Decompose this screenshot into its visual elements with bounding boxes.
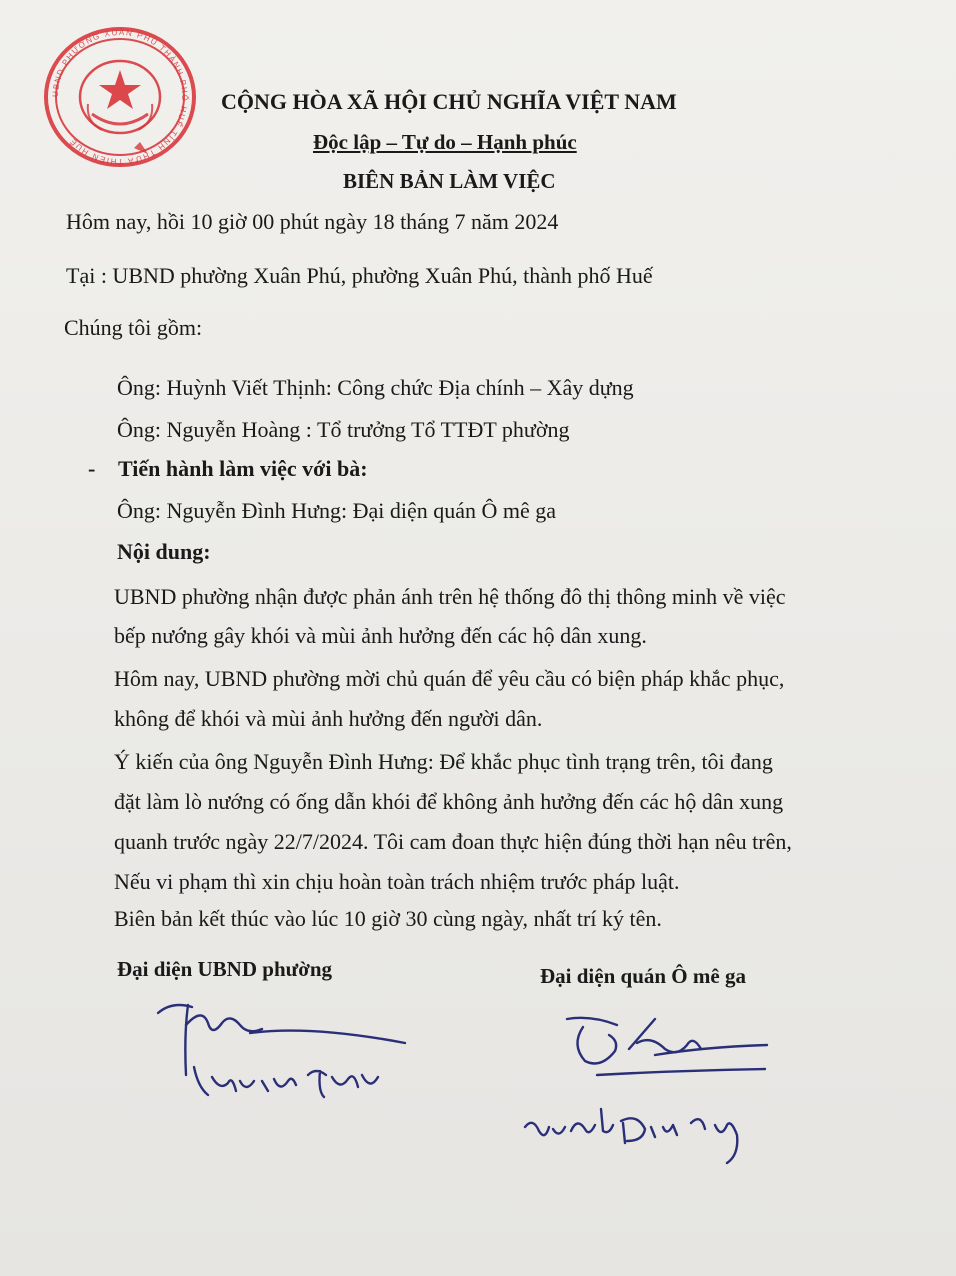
content-line: đặt làm lò nướng có ống dẫn khói để không ảnh hưởng đến các hộ dân xung [114, 789, 784, 814]
meeting-time: Hôm nay, hồi 10 giờ 00 phút ngày 18 tháng 7 năm 2024 [66, 209, 559, 234]
national-motto: Độc lập – Tự do – Hạnh phúc [313, 130, 577, 154]
right-handwritten-signature [505, 1005, 785, 1170]
content-line: không để khói và mùi ảnh hưởng đến người dân. [114, 706, 543, 731]
country-name: CỘNG HÒA XÃ HỘI CHỦ NGHĨA VIỆT NAM [221, 89, 677, 114]
content-line: bếp nướng gây khói và mùi ảnh hưởng đến các hộ dân xung. [114, 623, 647, 648]
seal-ring-text: UBND PHƯỜNG XUÂN PHÚ THÀNH PHỐ HUẾ TỈNH THỪA THIÊN HUẾ [50, 27, 190, 167]
bullet-dash: - [88, 456, 96, 481]
left-signer-name [190, 1072, 197, 1073]
right-signature-title: Đại diện quán Ô mê ga [540, 964, 746, 988]
members-label: Chúng tôi gồm: [64, 315, 203, 340]
content-line: Biên bản kết thúc vào lúc 10 giờ 30 cùng ngày, nhất trí ký tên. [114, 906, 662, 931]
document-title: BIÊN BẢN LÀM VIỆC [343, 169, 556, 193]
member-1: Ông: Huỳnh Viết Thịnh: Công chức Địa chính – Xây dựng [117, 375, 634, 400]
work-with-label: Tiến hành làm việc với bà: [118, 456, 368, 481]
right-signer-name [525, 1128, 533, 1129]
meeting-place: Tại : UBND phường Xuân Phú, phường Xuân Phú, thành phố Huế [66, 263, 653, 288]
content-line: Ý kiến của ông Nguyễn Đình Hưng: Để khắc phục tình trạng trên, tôi đang [114, 749, 773, 774]
content-line: UBND phường nhận được phản ánh trên hệ thống đô thị thông minh về việc [114, 584, 786, 609]
counterpart-person: Ông: Nguyễn Đình Hưng: Đại diện quán Ô mê ga [117, 498, 557, 523]
left-signature-title: Đại diện UBND phường [117, 957, 333, 981]
member-2: Ông: Nguyễn Hoàng : Tổ trưởng Tổ TTĐT phường [117, 417, 570, 442]
content-label: Nội dung: [117, 539, 211, 564]
content-line: Nếu vi phạm thì xin chịu hoàn toàn trách nhiệm trước pháp luật. [114, 869, 680, 894]
left-handwritten-signature [150, 995, 420, 1120]
content-line: quanh trước ngày 22/7/2024. Tôi cam đoan thực hiện đúng thời hạn nêu trên, [114, 829, 792, 854]
official-seal-icon [40, 22, 200, 172]
content-line: Hôm nay, UBND phường mời chủ quán để yêu cầu có biện pháp khắc phục, [114, 666, 785, 691]
